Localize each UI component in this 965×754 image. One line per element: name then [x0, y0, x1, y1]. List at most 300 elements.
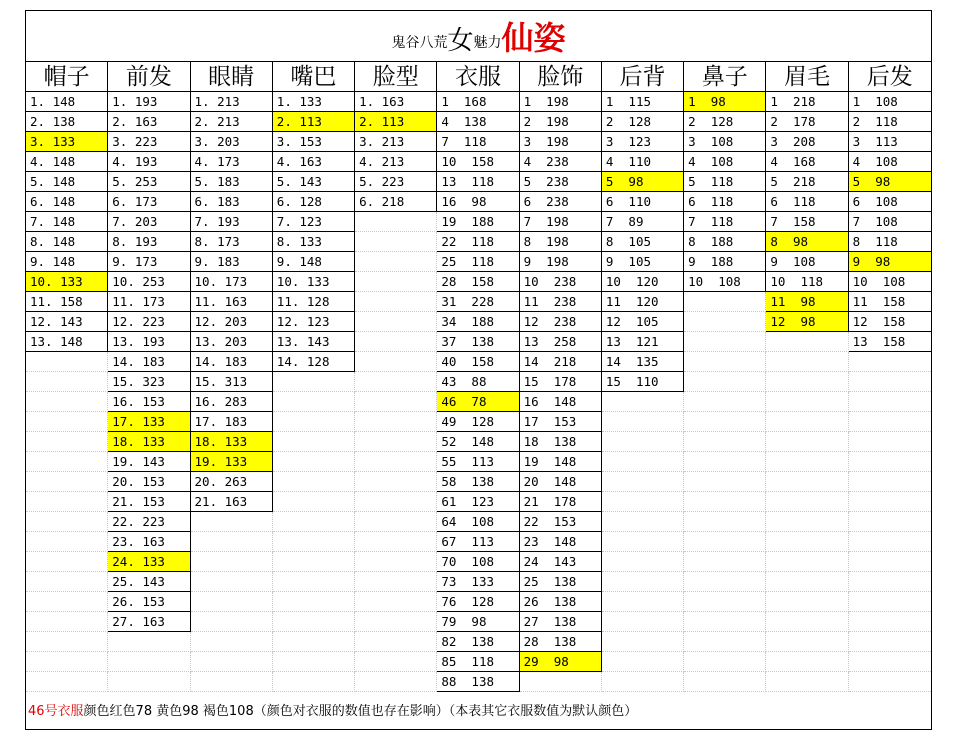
table-cell: 27 138: [520, 612, 602, 632]
empty-cell: [766, 412, 848, 432]
table-cell: 34 188: [437, 312, 519, 332]
page-title: [26, 11, 931, 62]
table-cell: 31 228: [437, 292, 519, 312]
table-cell: 4 110: [602, 152, 684, 172]
empty-cell: [355, 372, 437, 392]
empty-cell: [273, 672, 355, 692]
table-cell: 64 108: [437, 512, 519, 532]
empty-cell: [849, 572, 931, 592]
footnote-red-part: 46号衣服: [28, 704, 84, 719]
table-cell: 13. 143: [273, 332, 355, 352]
empty-cell: [26, 612, 108, 632]
empty-cell: [26, 592, 108, 612]
empty-cell: [355, 492, 437, 512]
table-cell: 37 138: [437, 332, 519, 352]
table-cell: 5. 143: [273, 172, 355, 192]
empty-cell: [273, 472, 355, 492]
table-cell: 2 198: [520, 112, 602, 132]
table-cell: 19. 143: [108, 452, 190, 472]
table-cell: 10 120: [602, 272, 684, 292]
table-cell: 14. 128: [273, 352, 355, 372]
table-cell: 13 258: [520, 332, 602, 352]
empty-cell: [26, 632, 108, 652]
table-cell: 7 89: [602, 212, 684, 232]
table-cell: 7. 148: [26, 212, 108, 232]
table-cell: 3. 223: [108, 132, 190, 152]
table-cell: 6. 218: [355, 192, 437, 212]
table-cell: 20. 153: [108, 472, 190, 492]
table-cell: 3. 153: [273, 132, 355, 152]
empty-cell: [602, 492, 684, 512]
empty-cell: [602, 552, 684, 572]
table-row: [26, 252, 931, 272]
table-cell: 21. 163: [191, 492, 273, 512]
table-cell: 4 238: [520, 152, 602, 172]
table-cell: 8 105: [602, 232, 684, 252]
empty-cell: [26, 492, 108, 512]
empty-cell: [602, 612, 684, 632]
empty-cell: [355, 652, 437, 672]
empty-cell: [191, 552, 273, 572]
empty-cell: [766, 552, 848, 572]
empty-cell: [849, 532, 931, 552]
empty-cell: [108, 632, 190, 652]
table-cell: 10 118: [766, 272, 848, 292]
empty-cell: [602, 452, 684, 472]
empty-cell: [849, 412, 931, 432]
table-cell: 23 148: [520, 532, 602, 552]
empty-cell: [766, 612, 848, 632]
table-cell: 7. 123: [273, 212, 355, 232]
table-cell: 58 138: [437, 472, 519, 492]
table-cell: 10. 253: [108, 272, 190, 292]
empty-cell: [273, 372, 355, 392]
table-cell: 20. 263: [191, 472, 273, 492]
empty-cell: [766, 652, 848, 672]
table-cell: 8. 148: [26, 232, 108, 252]
empty-cell: [273, 452, 355, 472]
empty-cell: [191, 632, 273, 652]
empty-cell: [355, 352, 437, 372]
empty-cell: [684, 332, 766, 352]
table-cell: 88 138: [437, 672, 519, 692]
table-row: [26, 512, 931, 532]
table-cell: 9. 173: [108, 252, 190, 272]
table-cell: 7 118: [684, 212, 766, 232]
empty-cell: [273, 632, 355, 652]
table-cell: 14 135: [602, 352, 684, 372]
table-row: [26, 272, 931, 292]
table-row: [26, 652, 931, 672]
empty-cell: [273, 532, 355, 552]
table-cell: 9. 183: [191, 252, 273, 272]
table-cell: 10 108: [849, 272, 931, 292]
table-cell: 19. 133: [191, 452, 273, 472]
empty-cell: [684, 412, 766, 432]
table-row: [26, 632, 931, 652]
empty-cell: [355, 592, 437, 612]
table-cell: 1 98: [684, 92, 766, 112]
empty-cell: [355, 392, 437, 412]
table-cell: 4. 173: [191, 152, 273, 172]
table-cell: 5 118: [684, 172, 766, 192]
table-cell: 14 218: [520, 352, 602, 372]
empty-cell: [684, 632, 766, 652]
empty-cell: [684, 552, 766, 572]
empty-cell: [766, 592, 848, 612]
table-cell: 12. 203: [191, 312, 273, 332]
table-cell: 23. 163: [108, 532, 190, 552]
table-cell: 11. 173: [108, 292, 190, 312]
table-cell: 7 118: [437, 132, 519, 152]
empty-cell: [766, 672, 848, 692]
empty-cell: [26, 392, 108, 412]
table-cell: 6. 173: [108, 192, 190, 212]
empty-cell: [849, 512, 931, 532]
table-cell: 12. 143: [26, 312, 108, 332]
table-cell: 5 98: [849, 172, 931, 192]
empty-cell: [355, 532, 437, 552]
table-cell: 8 188: [684, 232, 766, 252]
empty-cell: [684, 392, 766, 412]
empty-cell: [684, 312, 766, 332]
table-cell: 1 218: [766, 92, 848, 112]
table-cell: 3. 133: [26, 132, 108, 152]
empty-cell: [26, 352, 108, 372]
empty-cell: [273, 432, 355, 452]
empty-cell: [191, 672, 273, 692]
table-cell: 11 158: [849, 292, 931, 312]
table-cell: 7. 193: [191, 212, 273, 232]
empty-cell: [849, 492, 931, 512]
table-cell: 1. 193: [108, 92, 190, 112]
title-middle: 女: [447, 26, 474, 56]
table-cell: 6. 148: [26, 192, 108, 212]
table-cell: 6 118: [684, 192, 766, 212]
column-header: 鼻子: [684, 62, 766, 92]
table-cell: 2. 213: [191, 112, 273, 132]
table-row: [26, 132, 931, 152]
table-cell: 2. 113: [273, 112, 355, 132]
table-cell: 18. 133: [108, 432, 190, 452]
table-cell: 22 118: [437, 232, 519, 252]
table-cell: 1 168: [437, 92, 519, 112]
table-row: [26, 212, 931, 232]
table-cell: 10 108: [684, 272, 766, 292]
table-cell: 9 105: [602, 252, 684, 272]
table-cell: 15 110: [602, 372, 684, 392]
table-header-row: [26, 62, 931, 92]
table-cell: 10. 133: [26, 272, 108, 292]
table-cell: 85 118: [437, 652, 519, 672]
table-row: [26, 332, 931, 352]
column-header: 脸饰: [520, 62, 602, 92]
table-cell: 20 148: [520, 472, 602, 492]
empty-cell: [684, 372, 766, 392]
table-cell: 10. 173: [191, 272, 273, 292]
empty-cell: [355, 212, 437, 232]
table-cell: 13. 193: [108, 332, 190, 352]
empty-cell: [684, 452, 766, 472]
title-highlight: 仙姿: [501, 19, 566, 57]
table-cell: 13 121: [602, 332, 684, 352]
table-cell: 76 128: [437, 592, 519, 612]
column-header: 眉毛: [766, 62, 848, 92]
table-cell: 5. 223: [355, 172, 437, 192]
empty-cell: [602, 652, 684, 672]
empty-cell: [520, 672, 602, 692]
table-cell: 1. 213: [191, 92, 273, 112]
table-cell: 10 158: [437, 152, 519, 172]
table-cell: 4 108: [684, 152, 766, 172]
table-cell: 8 198: [520, 232, 602, 252]
table-cell: 11 238: [520, 292, 602, 312]
table-cell: 8. 173: [191, 232, 273, 252]
table-cell: 10. 133: [273, 272, 355, 292]
empty-cell: [26, 472, 108, 492]
table-cell: 2 128: [684, 112, 766, 132]
empty-cell: [191, 572, 273, 592]
table-cell: 2 118: [849, 112, 931, 132]
table-cell: 2 128: [602, 112, 684, 132]
table-cell: 25 118: [437, 252, 519, 272]
table-cell: 6 118: [766, 192, 848, 212]
empty-cell: [355, 332, 437, 352]
table-cell: 13. 203: [191, 332, 273, 352]
title-prefix: 鬼谷八荒: [391, 35, 448, 51]
empty-cell: [355, 552, 437, 572]
table-cell: 26 138: [520, 592, 602, 612]
empty-cell: [602, 412, 684, 432]
table-row: [26, 672, 931, 692]
table-cell: 3. 203: [191, 132, 273, 152]
empty-cell: [355, 292, 437, 312]
table-cell: 9. 148: [273, 252, 355, 272]
empty-cell: [684, 672, 766, 692]
empty-cell: [766, 632, 848, 652]
empty-cell: [684, 572, 766, 592]
table-row: [26, 312, 931, 332]
empty-cell: [602, 672, 684, 692]
table-cell: 79 98: [437, 612, 519, 632]
table-row: [26, 152, 931, 172]
table-row: [26, 112, 931, 132]
table-cell: 28 158: [437, 272, 519, 292]
empty-cell: [849, 352, 931, 372]
table-row: [26, 572, 931, 592]
table-cell: 7 108: [849, 212, 931, 232]
table-cell: 9 198: [520, 252, 602, 272]
empty-cell: [602, 392, 684, 412]
table-cell: 7. 203: [108, 212, 190, 232]
table-cell: 4. 213: [355, 152, 437, 172]
table-cell: 1 198: [520, 92, 602, 112]
empty-cell: [684, 352, 766, 372]
empty-cell: [355, 472, 437, 492]
table-cell: 24. 133: [108, 552, 190, 572]
table-cell: 5 98: [602, 172, 684, 192]
table-cell: 3 123: [602, 132, 684, 152]
table-cell: 11. 163: [191, 292, 273, 312]
empty-cell: [849, 432, 931, 452]
table-cell: 12 98: [766, 312, 848, 332]
table-cell: 16. 283: [191, 392, 273, 412]
table-row: [26, 592, 931, 612]
table-cell: 52 148: [437, 432, 519, 452]
empty-cell: [849, 612, 931, 632]
empty-cell: [766, 392, 848, 412]
table-cell: 3. 213: [355, 132, 437, 152]
table-row: [26, 292, 931, 312]
table-cell: 11. 128: [273, 292, 355, 312]
table-row: [26, 92, 931, 112]
table-cell: 5 218: [766, 172, 848, 192]
empty-cell: [602, 592, 684, 612]
column-header: 衣服: [437, 62, 519, 92]
empty-cell: [273, 652, 355, 672]
footnote: [28, 702, 637, 722]
column-header: 前发: [108, 62, 190, 92]
table-cell: 6. 128: [273, 192, 355, 212]
empty-cell: [191, 652, 273, 672]
column-header: 脸型: [355, 62, 437, 92]
table-cell: 46 78: [437, 392, 519, 412]
empty-cell: [766, 432, 848, 452]
empty-cell: [273, 592, 355, 612]
table-cell: 13 158: [849, 332, 931, 352]
table-cell: 5. 253: [108, 172, 190, 192]
table-cell: 15. 313: [191, 372, 273, 392]
table-cell: 11. 158: [26, 292, 108, 312]
empty-cell: [26, 432, 108, 452]
table-cell: 2. 138: [26, 112, 108, 132]
empty-cell: [191, 532, 273, 552]
empty-cell: [849, 372, 931, 392]
empty-cell: [849, 632, 931, 652]
table-cell: 26. 153: [108, 592, 190, 612]
table-cell: 7 198: [520, 212, 602, 232]
column-header: 后背: [602, 62, 684, 92]
empty-cell: [849, 652, 931, 672]
table-cell: 10 238: [520, 272, 602, 292]
column-header: 帽子: [26, 62, 108, 92]
table-cell: 4. 193: [108, 152, 190, 172]
table-cell: 15 178: [520, 372, 602, 392]
table-cell: 2. 113: [355, 112, 437, 132]
table-cell: 61 123: [437, 492, 519, 512]
table-cell: 16. 153: [108, 392, 190, 412]
table-cell: 8. 133: [273, 232, 355, 252]
empty-cell: [849, 552, 931, 572]
empty-cell: [273, 512, 355, 532]
table-row: [26, 492, 931, 512]
empty-cell: [273, 612, 355, 632]
empty-cell: [191, 512, 273, 532]
table-cell: 8 118: [849, 232, 931, 252]
empty-cell: [602, 532, 684, 552]
empty-cell: [684, 652, 766, 672]
table-row: [26, 612, 931, 632]
table-row: [26, 392, 931, 412]
empty-cell: [273, 412, 355, 432]
table-cell: 3 113: [849, 132, 931, 152]
table-cell: 5. 148: [26, 172, 108, 192]
table-cell: 73 133: [437, 572, 519, 592]
table-row: [26, 472, 931, 492]
table-cell: 22. 223: [108, 512, 190, 532]
table-cell: 22 153: [520, 512, 602, 532]
table-cell: 17 153: [520, 412, 602, 432]
table-cell: 6 108: [849, 192, 931, 212]
table-cell: 12 105: [602, 312, 684, 332]
table-cell: 16 148: [520, 392, 602, 412]
empty-cell: [273, 552, 355, 572]
table-row: [26, 352, 931, 372]
title-suffix: 魅力: [473, 35, 502, 51]
empty-cell: [684, 492, 766, 512]
empty-cell: [766, 332, 848, 352]
empty-cell: [684, 512, 766, 532]
table-row: [26, 412, 931, 432]
table-cell: 55 113: [437, 452, 519, 472]
table-cell: 9. 148: [26, 252, 108, 272]
empty-cell: [602, 512, 684, 532]
table-cell: 6 110: [602, 192, 684, 212]
table-cell: 12 238: [520, 312, 602, 332]
empty-cell: [849, 472, 931, 492]
empty-cell: [273, 572, 355, 592]
empty-cell: [766, 492, 848, 512]
table-cell: 67 113: [437, 532, 519, 552]
table-cell: 5. 183: [191, 172, 273, 192]
empty-cell: [355, 412, 437, 432]
empty-cell: [26, 532, 108, 552]
empty-cell: [684, 612, 766, 632]
empty-cell: [355, 452, 437, 472]
empty-cell: [355, 672, 437, 692]
empty-cell: [26, 452, 108, 472]
table-cell: 9 98: [849, 252, 931, 272]
table-cell: 49 128: [437, 412, 519, 432]
table-row: [26, 532, 931, 552]
table-cell: 17. 183: [191, 412, 273, 432]
table-cell: 1 108: [849, 92, 931, 112]
table-row: [26, 452, 931, 472]
table-cell: 12 158: [849, 312, 931, 332]
table-cell: 4 138: [437, 112, 519, 132]
empty-cell: [849, 452, 931, 472]
empty-cell: [26, 412, 108, 432]
table-cell: 14. 183: [108, 352, 190, 372]
table-cell: 4 108: [849, 152, 931, 172]
empty-cell: [849, 592, 931, 612]
empty-cell: [766, 512, 848, 532]
empty-cell: [355, 272, 437, 292]
table-cell: 4 168: [766, 152, 848, 172]
table-cell: 1. 133: [273, 92, 355, 112]
table-cell: 43 88: [437, 372, 519, 392]
empty-cell: [355, 312, 437, 332]
table-cell: 29 98: [520, 652, 602, 672]
empty-cell: [26, 552, 108, 572]
table-cell: 4. 163: [273, 152, 355, 172]
table-cell: 21 178: [520, 492, 602, 512]
empty-cell: [355, 612, 437, 632]
table-cell: 16 98: [437, 192, 519, 212]
empty-cell: [766, 372, 848, 392]
table-row: [26, 192, 931, 212]
table-cell: 11 120: [602, 292, 684, 312]
